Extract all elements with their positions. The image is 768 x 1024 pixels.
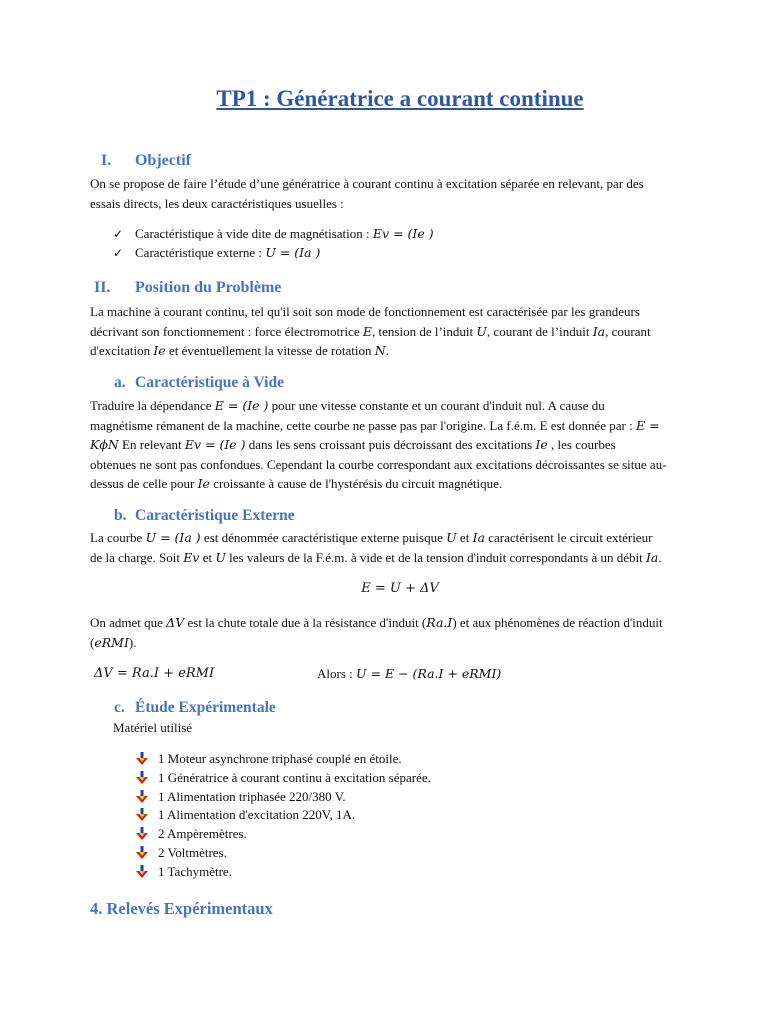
list-item-text: 1 Moteur asynchrone triphasé couplé en étoile. <box>158 751 402 766</box>
externe-paragraph-2: On admet que ΔV est la chute totale due à la résistance d'induit (Ra.I) et aux phénomènes de réaction d'induit (eRMI). <box>90 615 663 650</box>
section-number: I. <box>101 152 112 169</box>
externe-paragraph: La courbe U = (Ia ) est dénommée caractéristique externe puisque U et Ia caractérisent le circuit extérieur de la charge. Soit Ev et U les valeurs de la F.é.m. à vide et de la tension d'induit correspondants à un débit Ia. <box>90 530 662 565</box>
section-heading-releves: 4. Relevés Expérimentaux <box>90 899 273 918</box>
arrow-down-bullet-icon <box>136 752 148 765</box>
list-item <box>136 789 346 805</box>
arrow-down-bullet-icon <box>136 846 148 859</box>
list-item-text: 2 Ampèremètres. <box>158 826 247 842</box>
list-item <box>136 751 402 767</box>
text-line: On se propose de faire l’étude d’une génératrice à courant continu à excitation séparée en relevant, par des <box>90 176 644 191</box>
section-title: Objectif <box>135 152 191 169</box>
arrow-down-bullet-icon <box>136 865 148 878</box>
list-item <box>136 807 355 823</box>
list-item <box>136 826 247 842</box>
equation-delta-v: ΔV = Ra.I + eRMI <box>94 666 215 681</box>
check-mark-icon: ✓ <box>113 227 124 241</box>
subsection-heading-vide: a. Caractéristique à Vide <box>114 374 284 391</box>
arrow-down-bullet-icon <box>136 771 148 784</box>
check-mark-icon: ✓ <box>113 246 124 260</box>
section-heading-objectif <box>101 152 191 170</box>
equation-centered: E = U + ΔV <box>361 581 439 596</box>
probleme-paragraph: La machine à courant continu, tel qu'il soit son mode de fonctionnement est caractérisée par les grandeurs décrivant son fonctionnement : force électromotrice E, tension de l’induit U, courant de l’induit Ia, courant d'excitation Ie et éventuellement la vitesse de rotation N. <box>90 304 651 358</box>
objectif-paragraph <box>90 174 711 213</box>
arrow-down-bullet-icon <box>136 808 148 821</box>
section-number: II. <box>94 279 111 296</box>
vide-paragraph: Traduire la dépendance E = (Ie ) pour une vitesse constante et un courant d'induit nul. A cause du magnétisme rémanent de la machine, cette courbe ne passe pas par l'origine. La f.é.m. E est donnée par : E = KϕN En relevant Ev = (Ie ) dans les sens croissant puis décroissant des excitations Ie , les courbes obtenues ne sont pas confondues. Cependant la courbe correspondant aux excitations décroissantes se situe au- dessus de celle pour Ie croissante à cause de l'hystérésis du circuit magnétique. <box>90 398 667 491</box>
list-item <box>136 845 227 861</box>
arrow-down-bullet-icon <box>136 790 148 803</box>
equation-alors: Alors : U = E − (Ra.I + eRMI) <box>317 666 502 681</box>
subsection-heading-externe: b. Caractéristique Externe <box>114 507 295 524</box>
document-title: TP1 : Génératrice a courant continue <box>216 86 584 111</box>
list-item-text: 2 Voltmètres. <box>158 845 227 860</box>
list-item-text: 1 Alimentation triphasée 220/380 V. <box>158 788 346 804</box>
check-item: ✓ Caractéristique externe : U = (Ia ) <box>113 245 321 260</box>
list-item <box>136 770 431 786</box>
list-item-text: 1 Génératrice à courant continu à excitation séparée. <box>158 769 431 785</box>
subsection-heading-etude: c. Étude Expérimentale <box>114 699 276 716</box>
section-title: Position du Problème <box>135 279 282 296</box>
check-item: ✓ Caractéristique à vide dite de magnétisation : Ev = (Ie ) <box>113 226 434 241</box>
list-item <box>136 864 232 880</box>
text-line: essais directs, les deux caractéristiques usuelles : <box>90 195 344 211</box>
arrow-down-bullet-icon <box>136 827 148 840</box>
section-heading-probleme <box>94 279 281 297</box>
list-item-text: 1 Tachymètre. <box>158 863 232 879</box>
list-item-text: 1 Alimentation d'excitation 220V, 1A. <box>158 807 356 823</box>
materiel-label: Matériel utilisé <box>113 720 193 735</box>
